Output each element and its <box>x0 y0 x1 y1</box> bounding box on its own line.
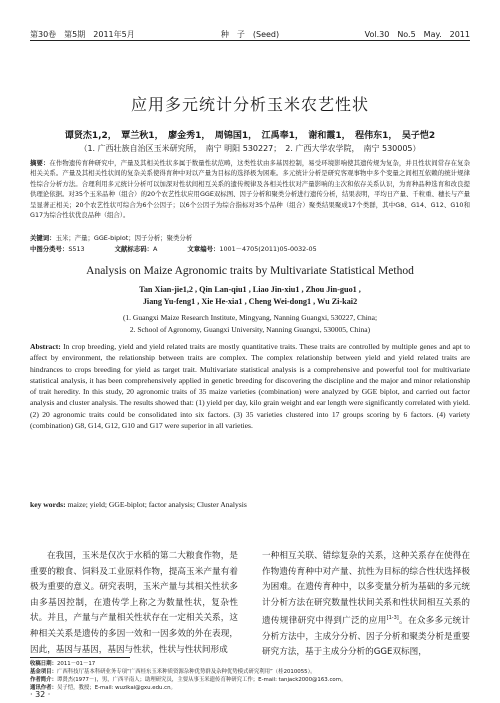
authors-en-line-1: Tan Xian-jie1,2 , Qin Lan-qiu1 , Liao Jin-xiu1 , Zhou Jin-guo1 , <box>139 285 361 294</box>
footnote-fund <box>30 668 470 676</box>
page-number: · 32 · <box>30 690 51 699</box>
keywords-cn-label: 关键词： <box>30 234 56 242</box>
fund-text: 广西科技厅基本科研业务专项“广西桂东玉米种质资源杂种优势群及杂种优势模式研究利用”（桂2010055）。 <box>56 669 316 676</box>
doc-code-label: 文献标志码： <box>114 245 153 253</box>
authors-cn: 谭贤杰1,2， 覃兰秋1， 廖金秀1， 周锦国1， 江禹奉1， 谢和霞1， 程伟东1， 吴子恺2 <box>64 131 436 141</box>
affiliation-en-2: 2. School of Agronomy, Guangxi University, Nanning Guangxi, 530005, China) <box>129 324 371 334</box>
abstract-cn <box>30 158 470 220</box>
abstract-en <box>30 341 470 431</box>
footnote-correspondence <box>30 684 470 692</box>
keywords-en-text: maize; yield; GGE-biplot; factor analysis; Cluster Analysis <box>67 500 247 509</box>
article-title-cn: 应用多元统计分析玉米农艺性状 <box>130 95 369 114</box>
clc-label: 中图分类号： <box>30 245 69 253</box>
abstract-cn-label: 摘要： <box>30 159 50 167</box>
journal-name: 种 子 (Seed) <box>220 30 280 39</box>
keywords-cn <box>30 233 470 244</box>
abstract-cn-text: 在作物遗传育种研究中，产量及其相关性状多属于数量性状范畴，这类性状由多基因控制，易受环境影响使其遗传规为复杂，并且性状间常存在复杂相关关系。产量及其相关性状间的复杂关系使得育种中对以产量为目标的选择极为困难。多元统计分析是研究客观事物中多个变量之间相互依赖的统计规律性综合分析方法。合理利用多元统计分析可以加深对性状间相互关系的遗传规律及各相关性状对产量影响的主次和依存关系认识，为育种品种选育和改良提供理论依据。对35个玉米品种（组合）的20个农艺性状应用GGE双标图、因子分析和聚类分析进行遗传分析，结果表明，平均日产量、千粒重、穗长与产量呈显著正相关；20个农艺性状可综合为6个公因子；以6个公因子为综合指标对35个品种（组合）聚类结果聚成17个类群，其中G8、G14、G12、G10和G17为综合性状优良品种（组合）。 <box>30 159 471 220</box>
journal-issue: 第30卷 第5期 2011年5月 <box>30 30 135 39</box>
article-no-value: 1001－4705(2011)05-0032-05 <box>219 245 317 253</box>
affiliations-cn: （1. 广西壮族自治区玉米研究所， 南宁 明阳 530227； 2. 广西大学农学院， 南宁 530005） <box>79 144 421 153</box>
footnote-divider <box>30 657 130 658</box>
footnote-received <box>30 660 470 668</box>
corresponding-label: 通讯作者： <box>30 685 57 692</box>
article-meta-cn <box>30 233 470 255</box>
classification-row <box>30 244 470 255</box>
journal-volume-en: Vol.30 No.5 May. 2011 <box>364 30 470 39</box>
keywords-en-label: key words: <box>30 500 66 509</box>
fund-label: 基金项目： <box>30 669 57 676</box>
corresponding-text: 吴子恺，教授；E-mail: wuzikai@gxu.edu.cn。 <box>56 685 176 692</box>
body-right-text-2: 。在众多多元统计分析方法中，主成分分析、因子分析和聚类分析是重要研究方法，基于主成分分析的GGE双标图， <box>262 616 470 658</box>
body-right-text-1: 一种相互关联、错综复杂的关系，这种关系存在使得在作物遗传育种中对产量、抗性为目标的综合性状选择极为困难。在遗传育种中，以多变量分析为基础的多元统计分析方法在研究数量性状间关系和性状间相互关系的遗传规律研究中得到广泛的应用 <box>262 551 470 627</box>
received-label: 收稿日期： <box>30 661 57 667</box>
footnote-author <box>30 676 470 684</box>
body-column-left: 在我国，玉米是仅次于水稻的第二大粮食作物，是重要的粮食、饲料及工业原料作物，提高玉米产量有着极为重要的意义。研究表明，玉米产量与其相关性状多由多基因控制，在遗传学上称之为数量性状，复杂性状。并且，产量与产量相关性状存在一定相关关系，这种相关关系是遗传的多因一效和一因多效的外在表现，因此，基因与基因，基因与性状，性状与性状间形成 <box>30 551 238 655</box>
author-bio-text: 谭贤杰(1977－)，男，广西平南人；助理研究员，主要从事玉米遗传育种研究工作；E-mail: tanjack2000@163.com。 <box>56 677 347 684</box>
citation-ref: [1-3] <box>386 615 399 622</box>
clc-value: S513 <box>68 245 85 253</box>
footnotes <box>30 660 470 692</box>
affiliations-en <box>30 312 470 335</box>
affiliation-en-1: (1. Guangxi Maize Research Institute, Mingyang, Nanning Guangxi, 530227, China; <box>122 313 378 322</box>
received-date: 2011－01－17 <box>56 661 96 667</box>
article-no-label: 文章编号： <box>187 245 220 253</box>
article-title-en: Analysis on Maize Agronomic traits by Multivariate Statistical Method <box>86 265 414 277</box>
running-header <box>30 27 470 41</box>
abstract-en-label: Abstract: <box>30 342 61 351</box>
body-column-right <box>262 549 470 661</box>
keywords-cn-text: 玉米；产量；GGE-biplot；因子分析；聚类分析 <box>55 234 193 242</box>
authors-en-line-2: Jiang Yu-feng1 , Xie He-xia1 , Cheng Wei-dong1 , Wu Zi-kai2 <box>142 297 358 306</box>
author-bio-label: 作者简介： <box>30 677 57 684</box>
doc-code-value: A <box>153 245 158 253</box>
keywords-en <box>30 500 470 509</box>
abstract-en-text: In crop breeding, yield and yield related traits are mostly quantitative traits. These traits are controlled by multiple genes and apt to affect by environment, the relationship between traits are complex. The complex relationship between yield and yield related traits are hindrances to crops breeding for yield as target trait. Multivariate statistical analysis is a comprehensive and powerful tool for multivariate statistical analysis, it has been comprehensively applied in genetic breeding for discovering the discipline and the major and minor relationship of trait heredity. In this study, 20 agronomic traits of 35 maize varieties (combination) were analyzed by GGE biplot, and carried out factor analysis and cluster analysis. The results showed that: (1) yield per day, kilo grain weight and ear length were significantly correlated with yield. (2) 20 agronomic traits could be consolidated into six factors. (3) 35 varieties clustered into 17 groups scoring by 6 factors. (4) variety (combination) G8, G14, G12, G10 and G17 were superior in all varieties. <box>30 342 470 431</box>
authors-en <box>30 284 470 308</box>
